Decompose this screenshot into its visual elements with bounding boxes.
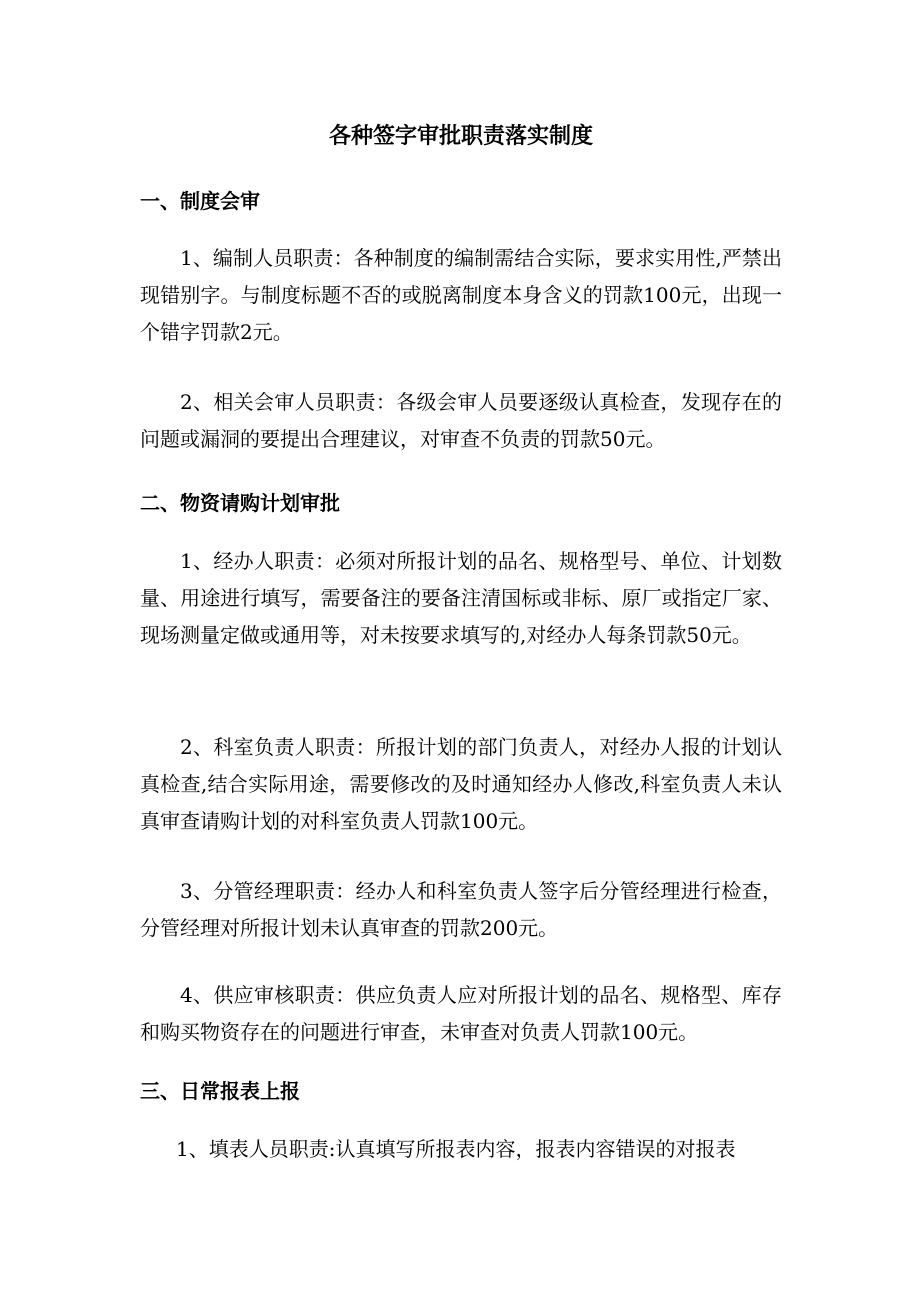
paragraph-2-4: 4、供应审核职责：供应负责人应对所报计划的品名、规格型、库存和购买物资存在的问题进行审查，未审查对负责人罚款100元。 [140,983,782,1044]
paragraph-2-1: 1、经办人职责：必须对所报计划的品名、规格型号、单位、计划数量、用途进行填写，需要备注的要备注清国标或非标、原厂或指定厂家、现场测量定做或通用等，对未按要求填写的,对经办人每条罚款50元。 [140,549,782,647]
paragraph-3-1: 1、填表人员职责:认真填写所报表内容，报表内容错误的对报表 [176,1137,736,1161]
section-heading-1: 一、制度会审 [140,189,260,213]
paragraph-2-2: 2、科室负责人职责：所报计划的部门负责人，对经办人报的计划认真检查,结合实际用途，需要修改的及时通知经办人修改,科室负责人未认真审查请购计划的对科室负责人罚款100元。 [140,735,782,833]
paragraph-1-1: 1、编制人员职责：各种制度的编制需结合实际，要求实用性,严禁出现错别字。与制度标题不否的或脱离制度本身含义的罚款100元，出现一个错字罚款2元。 [140,246,782,344]
paragraph-1-2: 2、相关会审人员职责：各级会审人员要逐级认真检查，发现存在的问题或漏洞的要提出合理建议，对审查不负责的罚款50元。 [140,390,782,451]
paragraph-2-3: 3、分管经理职责：经办人和科室负责人签字后分管经理进行检查，分管经理对所报计划未认真审查的罚款200元。 [140,879,782,940]
section-heading-3: 三、日常报表上报 [140,1079,300,1103]
document-title: 各种签字审批职责落实制度 [328,123,593,149]
section-heading-2: 二、物资请购计划审批 [140,491,340,515]
